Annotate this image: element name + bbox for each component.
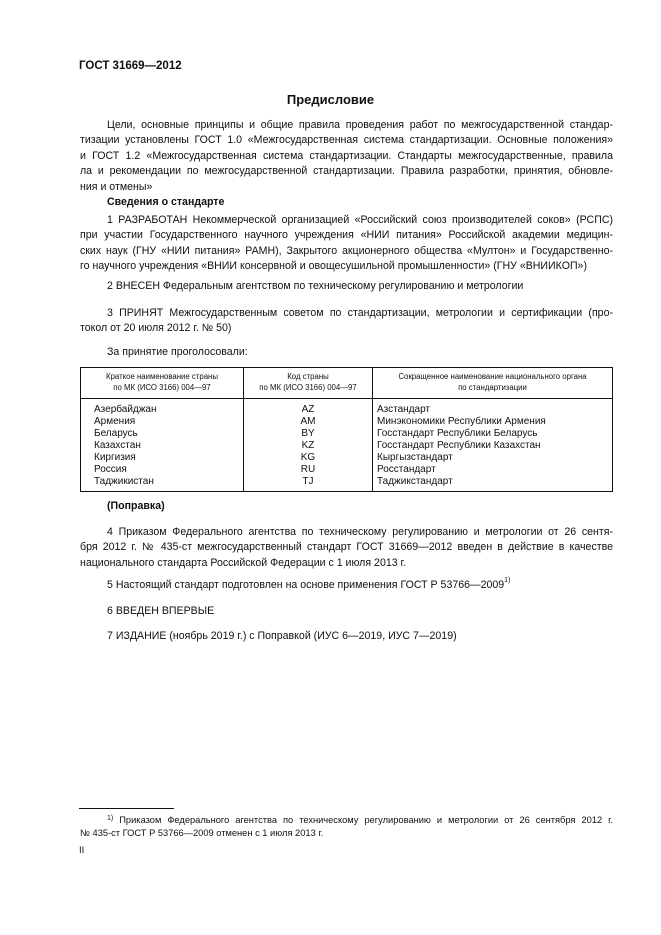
column-header-body: Сокращенное наименование национального органа по стандартизации <box>373 368 613 399</box>
code-cell: AZ <box>244 399 373 417</box>
item-4-line: национального стандарта Российской Федерации с 1 июля 2013 г. <box>80 556 407 569</box>
page-number: II <box>79 845 85 856</box>
country-cell: Россия <box>81 464 244 476</box>
intro-line: Цели, основные принципы и общие правила проведения работ по межгосударственной стандар- <box>107 119 613 131</box>
table-row <box>81 440 613 452</box>
body-cell: Азстандарт <box>373 399 613 417</box>
table-row <box>81 428 613 440</box>
country-cell: Киргизия <box>81 452 244 464</box>
body-cell: Кыргызстандарт <box>373 452 613 464</box>
intro-paragraph <box>80 118 613 195</box>
body-cell: Таджикстандарт <box>373 476 613 492</box>
item-3-line: 3 ПРИНЯТ Межгосударственным советом по стандартизации, метрологии и сертификации (про- <box>107 307 613 319</box>
item-1-line: го научного учреждения «ВНИИ консервной и овощесушильной промышленности» (ГНУ «ВНИИКОП») <box>80 260 587 273</box>
footnote-ref: 1) <box>504 577 511 584</box>
item-1-line: ских наук (ГНУ «НИИ питания» РАМН), Закрытого акционерного общества «Мултон» и Государственно- <box>80 244 613 257</box>
intro-line: тизации установлены ГОСТ 1.0 «Межгосударственная система стандартизации. Основные положения» <box>80 134 613 147</box>
intro-line: ния и отмены» <box>80 180 153 193</box>
item-2: 2 ВНЕСЕН Федеральным агентством по техническому регулированию и метрологии <box>107 280 524 292</box>
item-4-paragraph <box>80 525 613 571</box>
column-header-country: Краткое наименование страны по МК (ИСО 3166) 004—97 <box>81 368 244 399</box>
code-cell: BY <box>244 428 373 440</box>
table-row <box>81 464 613 476</box>
code-cell: KG <box>244 452 373 464</box>
voted-label: За принятие проголосовали: <box>107 346 248 358</box>
table-row <box>81 399 613 417</box>
footnote-divider <box>79 808 174 809</box>
voting-table <box>80 367 613 492</box>
item-1-line: при участии Государственного научного учреждения «НИИ питания» Российской академии медицин- <box>80 229 613 242</box>
country-cell: Азербайджан <box>81 399 244 417</box>
page-title: Предисловие <box>286 92 375 107</box>
amendment-label: (Поправка) <box>107 500 165 512</box>
item-1-line: 1 РАЗРАБОТАН Некоммерческой организацией «Российский союз производителей соков» (РСПС) <box>107 214 613 226</box>
body-cell: Госстандарт Республики Казахстан <box>373 440 613 452</box>
standard-id: ГОСТ 31669—2012 <box>79 60 182 72</box>
table-row <box>81 476 613 492</box>
footnote-line: Приказом Федерального агентства по техническому регулированию и метрологии от 26 сентября 2012 г. <box>119 815 613 825</box>
item-5-text: 5 Настоящий стандарт подготовлен на основе применения ГОСТ Р 53766—2009 <box>107 579 505 591</box>
code-cell: KZ <box>244 440 373 452</box>
item-3-paragraph <box>80 306 613 337</box>
footnote-mark: 1) <box>107 815 114 822</box>
intro-line: и ГОСТ 1.2 «Межгосударственная система стандартизации. Стандарты межгосударственные, правила <box>80 149 613 162</box>
item-3-line: токол от 20 июля 2012 г. № 50) <box>80 322 232 335</box>
body-cell: Росстандарт <box>373 464 613 476</box>
item-1-paragraph <box>80 213 613 275</box>
item-7: 7 ИЗДАНИЕ (ноябрь 2019 г.) с Поправкой (ИУС 6—2019, ИУС 7—2019) <box>107 630 457 642</box>
code-cell: AM <box>244 416 373 428</box>
section-heading: Сведения о стандарте <box>107 196 225 208</box>
country-cell: Беларусь <box>81 428 244 440</box>
item-4-line: бря 2012 г. № 435-ст межгосударственный стандарт ГОСТ 31669—2012 введен в действие в качестве <box>80 541 613 554</box>
body-cell: Минэкономики Республики Армения <box>373 416 613 428</box>
code-cell: TJ <box>244 476 373 492</box>
body-cell: Госстандарт Республики Беларусь <box>373 428 613 440</box>
footnote <box>80 814 613 840</box>
item-6: 6 ВВЕДЕН ВПЕРВЫЕ <box>107 605 215 617</box>
item-5 <box>107 579 510 591</box>
intro-line: ла и рекомендации по межгосударственной стандартизации. Правила разработки, принятия, обновле- <box>80 165 613 178</box>
table-header-row <box>81 368 613 399</box>
country-cell: Казахстан <box>81 440 244 452</box>
code-cell: RU <box>244 464 373 476</box>
country-cell: Армения <box>81 416 244 428</box>
column-header-code: Код страны по МК (ИСО 3166) 004—97 <box>244 368 373 399</box>
table-row <box>81 452 613 464</box>
table-row <box>81 416 613 428</box>
country-cell: Таджикистан <box>81 476 244 492</box>
item-4-line: 4 Приказом Федерального агентства по техническому регулированию и метрологии от 26 сентя- <box>107 526 613 538</box>
footnote-line: № 435-ст ГОСТ Р 53766—2009 отменен с 1 июля 2013 г. <box>80 828 324 838</box>
